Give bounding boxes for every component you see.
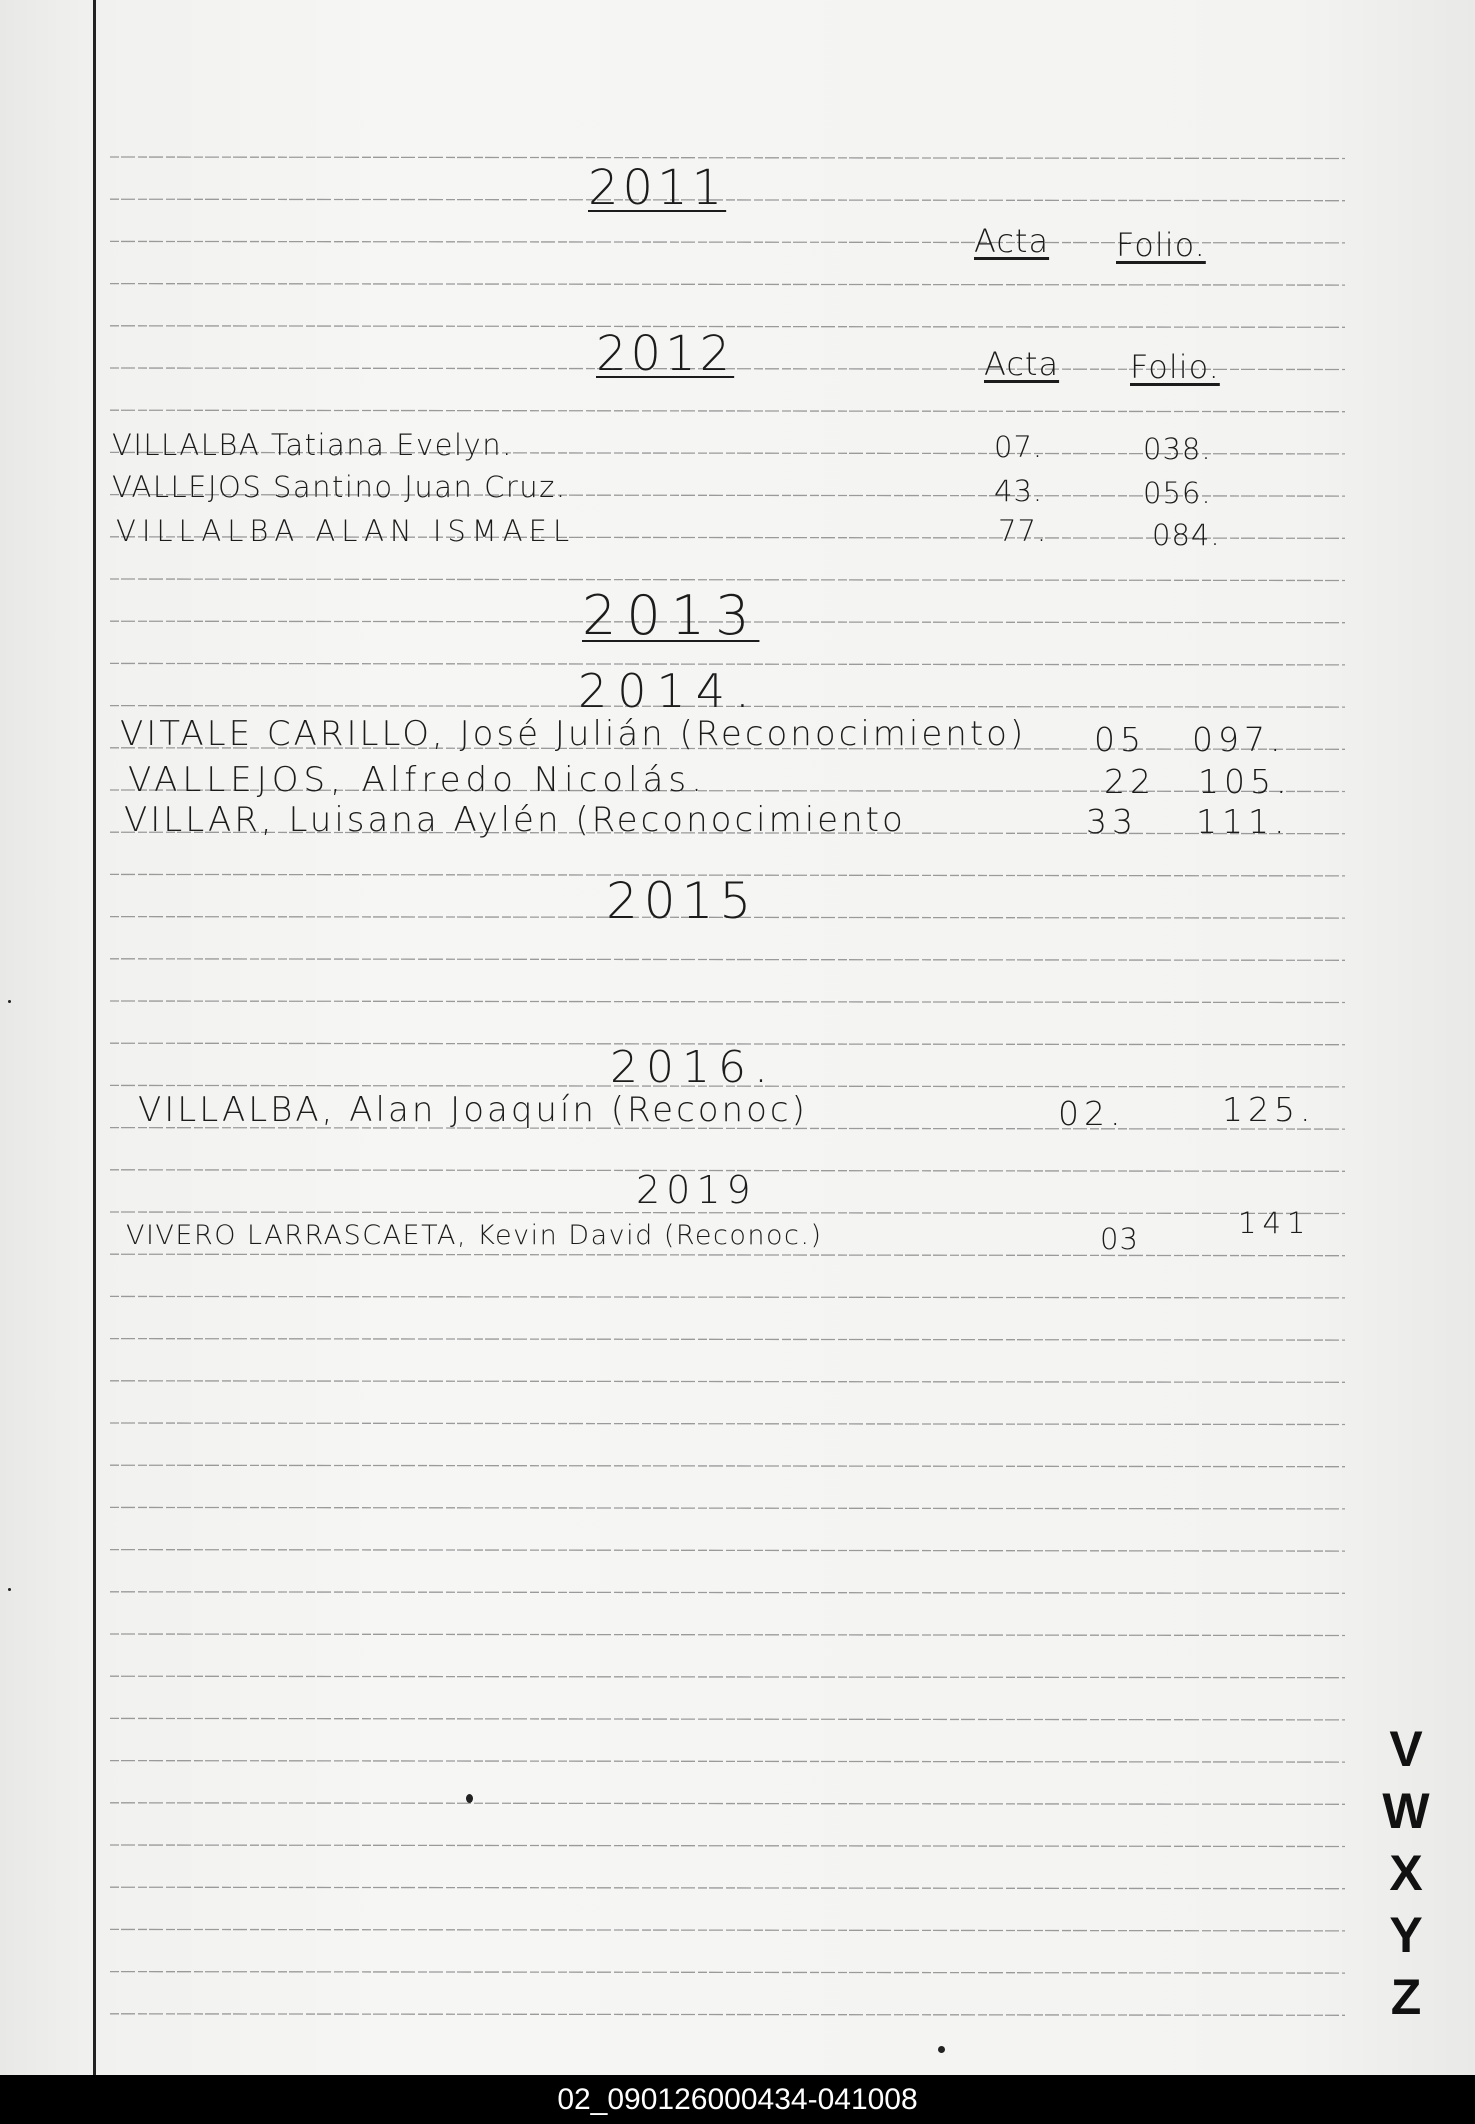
entry-acta: 22 [1104, 762, 1156, 801]
ruled-line [110, 1929, 1345, 1931]
column-header-acta: Acta [974, 222, 1050, 260]
ruled-line [110, 1634, 1345, 1636]
entry-folio: 125. [1222, 1090, 1316, 1129]
entry-name: VIVERO LARRASCAETA, Kevin David (Reconoc.) [126, 1220, 823, 1251]
entry-name: VILLALBA Tatiana Evelyn. [112, 428, 513, 462]
column-header-folio: Folio. [1116, 226, 1206, 264]
ruled-line [110, 1296, 1345, 1298]
ruled-line [110, 1423, 1345, 1425]
ruled-line [110, 1972, 1345, 1974]
ruled-line [110, 2014, 1345, 2016]
ruled-line [110, 1339, 1345, 1341]
entry-acta: 02. [1058, 1094, 1126, 1133]
column-header-folio: Folio. [1130, 348, 1220, 386]
entry-acta: 43. [994, 474, 1044, 508]
ruled-line [110, 1761, 1345, 1763]
year-heading-2011: 2011 [588, 160, 727, 216]
entry-folio: 141 [1238, 1206, 1312, 1240]
ruled-line [110, 199, 1345, 201]
entry-acta: 07. [994, 430, 1044, 464]
index-tab-w[interactable]: W [1382, 1783, 1430, 1839]
entry-name: VILLALBA ALAN ISMAEL [116, 514, 576, 548]
ruled-line [110, 157, 1345, 159]
entry-folio: 111. [1196, 802, 1290, 841]
ruled-line [110, 1718, 1345, 1720]
entry-name: VALLEJOS, Alfredo Nicolás. [128, 760, 707, 800]
entry-folio: 038. [1143, 432, 1212, 466]
ruled-line [110, 1887, 1345, 1889]
entry-folio: 084. [1152, 518, 1221, 552]
year-heading-2012: 2012 [596, 326, 735, 382]
entry-acta: 33 [1086, 802, 1138, 841]
ruled-line [110, 1465, 1345, 1467]
ink-spot [466, 1794, 473, 1803]
entry-acta: 03 [1100, 1222, 1139, 1256]
entry-acta: 05 [1094, 720, 1146, 759]
index-tab-x[interactable]: X [1389, 1845, 1423, 1901]
ruled-line [110, 410, 1345, 412]
ruled-line [110, 1381, 1345, 1383]
ink-spot [938, 2046, 945, 2053]
year-heading-2015: 2015 [606, 872, 758, 930]
year-heading-2014: 2014. [578, 664, 760, 718]
index-tab-v[interactable]: V [1389, 1721, 1423, 1777]
index-tab-z[interactable]: Z [1390, 1969, 1422, 2025]
entry-name: VALLEJOS Santino Juan Cruz. [112, 470, 567, 504]
index-tab-y[interactable]: Y [1389, 1907, 1423, 1963]
entry-name: VILLAR, Luisana Aylén (Reconocimiento [124, 800, 906, 840]
ink-spot [8, 1000, 11, 1003]
margin-line [93, 0, 96, 2075]
ruled-line [110, 1550, 1345, 1552]
column-header-acta: Acta [984, 345, 1060, 383]
ruled-line [110, 1507, 1345, 1509]
file-code: 02_090126000434-041008 [557, 2083, 918, 2116]
ruled-line [110, 1803, 1345, 1805]
ink-spot [8, 1588, 11, 1591]
ruled-line [110, 579, 1345, 581]
year-heading-2016: 2016. [610, 1042, 776, 1093]
entry-folio: 097. [1192, 720, 1286, 759]
index-tabs [1376, 1718, 1436, 2028]
year-heading-2013: 2013 [582, 584, 760, 647]
ruled-line [110, 959, 1345, 961]
entry-acta: 77. [998, 514, 1048, 548]
entry-name: VILLALBA, Alan Joaquín (Reconoc) [138, 1090, 808, 1130]
scan-footer-bar [0, 2075, 1475, 2124]
entry-folio: 105. [1198, 762, 1292, 801]
entry-name: VITALE CARILLO, José Julián (Reconocimiento) [120, 714, 1027, 754]
ruled-line [110, 1254, 1345, 1256]
ruled-line [110, 1001, 1345, 1003]
ruled-line [110, 1212, 1345, 1214]
ruled-line [110, 1676, 1345, 1678]
year-heading-2019: 2019 [636, 1168, 757, 1212]
ruled-line [110, 284, 1345, 286]
ruled-line [110, 1592, 1345, 1594]
ruled-line [110, 1845, 1345, 1847]
entry-folio: 056. [1143, 476, 1212, 510]
